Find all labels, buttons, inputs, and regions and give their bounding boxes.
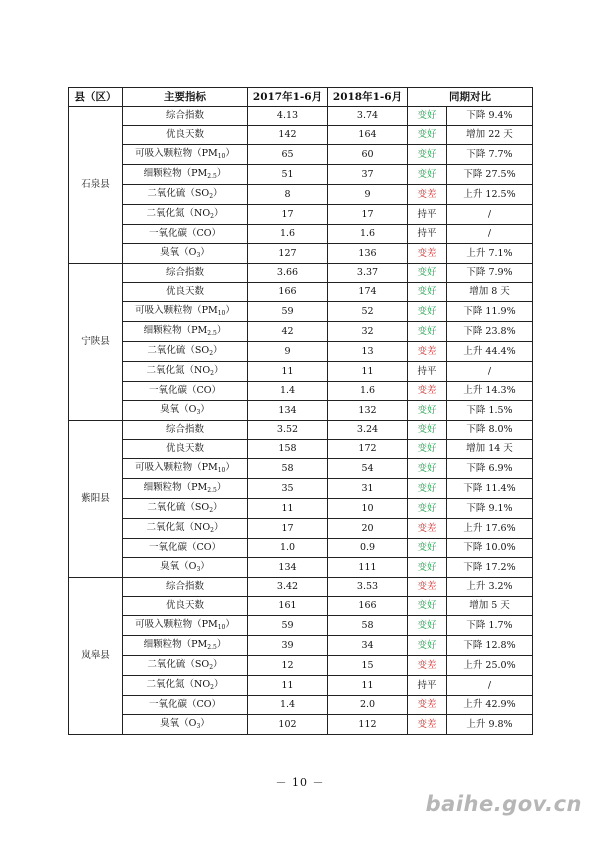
- table-row: [69, 539, 533, 558]
- metric-name: 综合指数: [123, 421, 248, 440]
- value-2018: 34: [328, 636, 408, 656]
- change-value: 上升 7.1%: [447, 244, 533, 264]
- change-value: 增加 22 天: [447, 126, 533, 145]
- table-row: [69, 165, 533, 185]
- value-2018: 15: [328, 656, 408, 676]
- metric-name: 细颗粒物$(PM_{2.5})$: [123, 322, 248, 342]
- trend-status: 变好: [408, 165, 447, 185]
- table-row: [69, 225, 533, 244]
- table-row: [69, 616, 533, 636]
- change-value: /: [447, 362, 533, 382]
- metric-name: 一氧化碳（CO）: [123, 225, 248, 244]
- metric-name: 细颗粒物$(PM_{2.5})$: [123, 479, 248, 499]
- value-2017: 3.52: [248, 421, 328, 440]
- value-2017: 127: [248, 244, 328, 264]
- trend-status: 变好: [408, 597, 447, 616]
- value-2017: 11: [248, 362, 328, 382]
- watermark: baihe.gov.cn: [425, 792, 582, 816]
- table-row: [69, 362, 533, 382]
- county-name: 岚皋县: [69, 578, 123, 735]
- page-number: － 10 －: [275, 776, 325, 789]
- trend-status: 持平: [408, 225, 447, 244]
- trend-status: 变差: [408, 382, 447, 401]
- value-2018: 31: [328, 479, 408, 499]
- trend-status: 变好: [408, 264, 447, 283]
- trend-status: 变好: [408, 401, 447, 421]
- trend-status: 变好: [408, 145, 447, 165]
- metric-name: 可吸入颗粒物$(PM_{10})$: [123, 616, 248, 636]
- table-row: [69, 401, 533, 421]
- metric-name: 一氧化碳（CO）: [123, 539, 248, 558]
- table-row: [69, 459, 533, 479]
- header-2017: 2017年1-6月: [248, 88, 328, 107]
- change-value: 下降 17.2%: [447, 558, 533, 578]
- metric-name: 二氧化氮$(NO_2)$: [123, 362, 248, 382]
- value-2018: 3.24: [328, 421, 408, 440]
- metric-name: 二氧化氮$(NO_2)$: [123, 205, 248, 225]
- trend-status: 变好: [408, 539, 447, 558]
- value-2017: 134: [248, 401, 328, 421]
- change-value: 增加 8 天: [447, 283, 533, 302]
- table-row: [69, 382, 533, 401]
- value-2017: 134: [248, 558, 328, 578]
- value-2018: 2.0: [328, 696, 408, 715]
- change-value: 上升 42.9%: [447, 696, 533, 715]
- value-2018: 112: [328, 715, 408, 735]
- metric-name: 优良天数: [123, 440, 248, 459]
- change-value: 上升 25.0%: [447, 656, 533, 676]
- change-value: 下降 10.0%: [447, 539, 533, 558]
- trend-status: 变好: [408, 616, 447, 636]
- change-value: 上升 12.5%: [447, 185, 533, 205]
- trend-status: 变好: [408, 126, 447, 145]
- metric-name: 二氧化硫$(SO_2)$: [123, 499, 248, 519]
- change-value: 增加 14 天: [447, 440, 533, 459]
- trend-status: 变差: [408, 696, 447, 715]
- value-2018: 3.37: [328, 264, 408, 283]
- value-2017: 17: [248, 205, 328, 225]
- value-2017: 1.0: [248, 539, 328, 558]
- table-row: [69, 342, 533, 362]
- change-value: 下降 7.9%: [447, 264, 533, 283]
- metric-name: 可吸入颗粒物$(PM_{10})$: [123, 145, 248, 165]
- table-row: [69, 558, 533, 578]
- value-2018: 3.74: [328, 107, 408, 126]
- metric-name: 综合指数: [123, 264, 248, 283]
- metric-name: 可吸入颗粒物$(PM_{10})$: [123, 302, 248, 322]
- change-value: 上升 17.6%: [447, 519, 533, 539]
- value-2017: 1.4: [248, 382, 328, 401]
- table-row: [69, 283, 533, 302]
- header-comparison: 同期对比: [408, 88, 533, 107]
- value-2018: 11: [328, 362, 408, 382]
- change-value: 下降 27.5%: [447, 165, 533, 185]
- change-value: 下降 9.4%: [447, 107, 533, 126]
- trend-status: 变好: [408, 107, 447, 126]
- metric-name: 二氧化氮$(NO_2)$: [123, 519, 248, 539]
- trend-status: 变好: [408, 283, 447, 302]
- trend-status: 变好: [408, 499, 447, 519]
- county-name: 石泉县: [69, 107, 123, 264]
- table-header-row: [69, 88, 533, 107]
- value-2017: 9: [248, 342, 328, 362]
- metric-name: 可吸入颗粒物$(PM_{10})$: [123, 459, 248, 479]
- trend-status: 变好: [408, 302, 447, 322]
- trend-status: 变好: [408, 421, 447, 440]
- value-2018: 32: [328, 322, 408, 342]
- value-2018: 54: [328, 459, 408, 479]
- value-2018: 9: [328, 185, 408, 205]
- change-value: 下降 7.7%: [447, 145, 533, 165]
- metric-name: 优良天数: [123, 283, 248, 302]
- county-name: 紫阳县: [69, 421, 123, 578]
- trend-status: 变差: [408, 578, 447, 597]
- trend-status: 变差: [408, 342, 447, 362]
- value-2018: 136: [328, 244, 408, 264]
- change-value: 上升 44.4%: [447, 342, 533, 362]
- value-2017: 8: [248, 185, 328, 205]
- air-quality-table: [68, 87, 533, 735]
- county-name: 宁陕县: [69, 264, 123, 421]
- header-2018: 2018年1-6月: [328, 88, 408, 107]
- table-row: [69, 107, 533, 126]
- change-value: /: [447, 225, 533, 244]
- table-row: [69, 499, 533, 519]
- trend-status: 变好: [408, 479, 447, 499]
- table-row: [69, 519, 533, 539]
- table-row: [69, 126, 533, 145]
- value-2017: 1.6: [248, 225, 328, 244]
- trend-status: 变好: [408, 440, 447, 459]
- value-2018: 17: [328, 205, 408, 225]
- value-2017: 58: [248, 459, 328, 479]
- value-2018: 166: [328, 597, 408, 616]
- value-2017: 3.66: [248, 264, 328, 283]
- table-row: [69, 264, 533, 283]
- metric-name: 细颗粒物$(PM_{2.5})$: [123, 165, 248, 185]
- value-2018: 172: [328, 440, 408, 459]
- metric-name: 二氧化硫$(SO_2)$: [123, 656, 248, 676]
- change-value: 下降 1.5%: [447, 401, 533, 421]
- metric-name: 一氧化碳（CO）: [123, 382, 248, 401]
- value-2018: 0.9: [328, 539, 408, 558]
- metric-name: 综合指数: [123, 107, 248, 126]
- trend-status: 持平: [408, 362, 447, 382]
- value-2017: 17: [248, 519, 328, 539]
- value-2018: 10: [328, 499, 408, 519]
- table-row: [69, 479, 533, 499]
- value-2017: 142: [248, 126, 328, 145]
- value-2018: 3.53: [328, 578, 408, 597]
- value-2018: 132: [328, 401, 408, 421]
- change-value: 上升 9.8%: [447, 715, 533, 735]
- value-2017: 35: [248, 479, 328, 499]
- value-2018: 11: [328, 676, 408, 696]
- table-row: [69, 578, 533, 597]
- table-row: [69, 145, 533, 165]
- change-value: 上升 14.3%: [447, 382, 533, 401]
- change-value: /: [447, 205, 533, 225]
- table-row: [69, 597, 533, 616]
- header-county: 县（区）: [69, 88, 123, 107]
- value-2018: 58: [328, 616, 408, 636]
- value-2017: 65: [248, 145, 328, 165]
- value-2018: 1.6: [328, 225, 408, 244]
- trend-status: 变差: [408, 185, 447, 205]
- value-2018: 60: [328, 145, 408, 165]
- metric-name: 一氧化碳（CO）: [123, 696, 248, 715]
- change-value: 下降 1.7%: [447, 616, 533, 636]
- table-row: [69, 715, 533, 735]
- table-body: [69, 107, 533, 735]
- value-2017: 158: [248, 440, 328, 459]
- value-2017: 1.4: [248, 696, 328, 715]
- trend-status: 持平: [408, 676, 447, 696]
- trend-status: 变好: [408, 558, 447, 578]
- metric-name: 臭氧$(O_3)$: [123, 401, 248, 421]
- table-row: [69, 636, 533, 656]
- metric-name: 优良天数: [123, 597, 248, 616]
- change-value: 下降 6.9%: [447, 459, 533, 479]
- table-row: [69, 676, 533, 696]
- value-2018: 20: [328, 519, 408, 539]
- trend-status: 变差: [408, 519, 447, 539]
- value-2017: 11: [248, 499, 328, 519]
- change-value: 下降 11.9%: [447, 302, 533, 322]
- change-value: 下降 8.0%: [447, 421, 533, 440]
- value-2017: 12: [248, 656, 328, 676]
- value-2018: 52: [328, 302, 408, 322]
- metric-name: 臭氧$(O_3)$: [123, 715, 248, 735]
- trend-status: 变差: [408, 715, 447, 735]
- change-value: 增加 5 天: [447, 597, 533, 616]
- table-row: [69, 322, 533, 342]
- value-2017: 161: [248, 597, 328, 616]
- trend-status: 变好: [408, 636, 447, 656]
- change-value: 下降 12.8%: [447, 636, 533, 656]
- value-2017: 166: [248, 283, 328, 302]
- table-row: [69, 302, 533, 322]
- trend-status: 变好: [408, 459, 447, 479]
- header-indicator: 主要指标: [123, 88, 248, 107]
- trend-status: 变差: [408, 656, 447, 676]
- table-row: [69, 656, 533, 676]
- value-2017: 11: [248, 676, 328, 696]
- metric-name: 综合指数: [123, 578, 248, 597]
- value-2017: 102: [248, 715, 328, 735]
- trend-status: 持平: [408, 205, 447, 225]
- metric-name: 二氧化硫$(SO_2)$: [123, 185, 248, 205]
- change-value: 下降 11.4%: [447, 479, 533, 499]
- metric-name: 臭氧$(O_3)$: [123, 558, 248, 578]
- trend-status: 变好: [408, 322, 447, 342]
- change-value: 上升 3.2%: [447, 578, 533, 597]
- change-value: /: [447, 676, 533, 696]
- value-2017: 59: [248, 302, 328, 322]
- value-2017: 59: [248, 616, 328, 636]
- table-row: [69, 421, 533, 440]
- metric-name: 臭氧$(O_3)$: [123, 244, 248, 264]
- change-value: 下降 9.1%: [447, 499, 533, 519]
- table-row: [69, 244, 533, 264]
- value-2018: 164: [328, 126, 408, 145]
- value-2018: 37: [328, 165, 408, 185]
- value-2018: 111: [328, 558, 408, 578]
- table-row: [69, 185, 533, 205]
- metric-name: 细颗粒物$(PM_{2.5})$: [123, 636, 248, 656]
- value-2018: 1.6: [328, 382, 408, 401]
- value-2017: 51: [248, 165, 328, 185]
- value-2017: 39: [248, 636, 328, 656]
- trend-status: 变差: [408, 244, 447, 264]
- metric-name: 优良天数: [123, 126, 248, 145]
- metric-name: 二氧化氮$(NO_2)$: [123, 676, 248, 696]
- change-value: 下降 23.8%: [447, 322, 533, 342]
- value-2017: 42: [248, 322, 328, 342]
- table-row: [69, 696, 533, 715]
- metric-name: 二氧化硫$(SO_2)$: [123, 342, 248, 362]
- table-row: [69, 440, 533, 459]
- value-2017: 4.13: [248, 107, 328, 126]
- value-2017: 3.42: [248, 578, 328, 597]
- value-2018: 174: [328, 283, 408, 302]
- table-row: [69, 205, 533, 225]
- value-2018: 13: [328, 342, 408, 362]
